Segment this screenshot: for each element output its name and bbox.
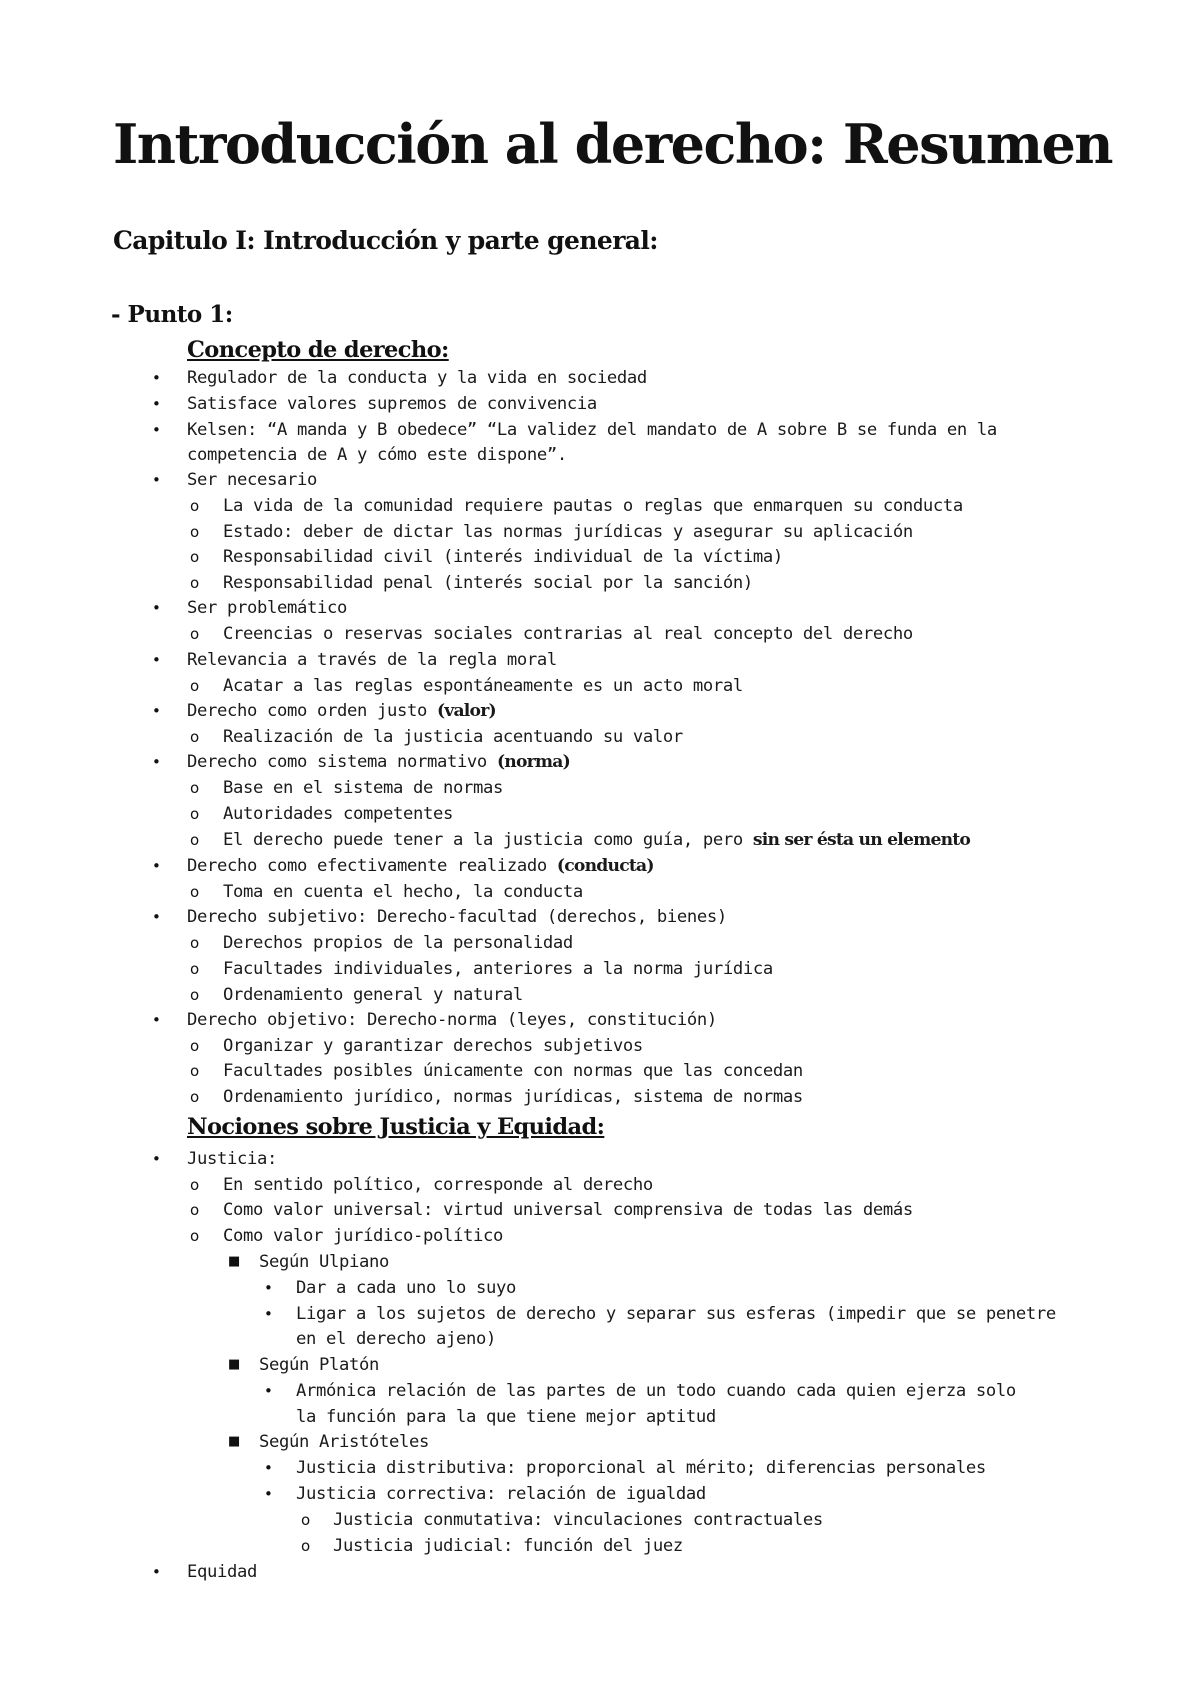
list-item: Ordenamiento general y natural — [223, 985, 523, 1005]
bullet-icon: • — [264, 1279, 273, 1297]
bullet-icon: o — [190, 728, 200, 746]
bold-term: (norma) — [496, 752, 570, 772]
list-item: Justicia correctiva: relación de igualdad — [296, 1484, 706, 1504]
bold-term: (valor) — [436, 701, 496, 721]
chapter-heading: Capitulo I: Introducción y parte general: — [113, 226, 658, 255]
bullet-icon: • — [264, 1485, 273, 1503]
bullet-icon: o — [190, 497, 200, 515]
list-item: Organizar y garantizar derechos subjetivos — [223, 1036, 643, 1056]
bullet-icon: • — [152, 395, 161, 413]
list-item — [187, 855, 654, 877]
bullet-icon: • — [152, 471, 161, 489]
section-heading-nociones: Nociones sobre Justicia y Equidad: — [187, 1114, 605, 1140]
list-item: Relevancia a través de la regla moral — [187, 650, 557, 670]
list-item: Dar a cada uno lo suyo — [296, 1278, 516, 1298]
list-item: Responsabilidad civil (interés individual de la víctima) — [223, 547, 783, 567]
list-item: Creencias o reservas sociales contrarias al real concepto del derecho — [223, 624, 913, 644]
list-item: Estado: deber de dictar las normas jurídicas y asegurar su aplicación — [223, 522, 913, 542]
bullet-icon: • — [152, 651, 161, 669]
list-item: Facultades posibles únicamente con normas que las concedan — [223, 1061, 803, 1081]
list-item — [223, 829, 970, 851]
list-item: Derecho objetivo: Derecho-norma (leyes, constitución) — [187, 1010, 717, 1030]
bullet-icon: o — [190, 883, 200, 901]
list-item — [187, 700, 496, 722]
list-item: Regulador de la conducta y la vida en sociedad — [187, 368, 647, 388]
list-item: Ser necesario — [187, 470, 317, 490]
list-item: Según Ulpiano — [259, 1252, 389, 1272]
list-item: Ser problemático — [187, 598, 347, 618]
bullet-icon: o — [190, 548, 200, 566]
list-item: Justicia judicial: función del juez — [333, 1536, 683, 1556]
list-item: Según Aristóteles — [259, 1432, 429, 1452]
bullet-icon: • — [152, 1150, 161, 1168]
bullet-icon: o — [190, 1201, 200, 1219]
list-item: Kelsen: “A manda y B obedece” “La validez del mandato de A sobre B se funda en la — [187, 420, 997, 440]
list-item: Como valor universal: virtud universal comprensiva de todas las demás — [223, 1200, 913, 1220]
bullet-icon: o — [190, 677, 200, 695]
list-item-continuation: competencia de A y cómo este dispone”. — [187, 445, 567, 465]
bullet-icon: o — [190, 1088, 200, 1106]
list-item: Justicia distributiva: proporcional al mérito; diferencias personales — [296, 1458, 986, 1478]
bullet-icon: o — [190, 574, 200, 592]
bullet-icon: o — [190, 1176, 200, 1194]
bullet-icon: o — [190, 960, 200, 978]
bullet-icon: ■ — [228, 1357, 241, 1372]
bullet-icon: • — [152, 421, 161, 439]
list-item: Derecho subjetivo: Derecho-facultad (derechos, bienes) — [187, 907, 727, 927]
bold-term: (conducta) — [556, 856, 654, 876]
list-item: Ligar a los sujetos de derecho y separar sus esferas (impedir que se penetre — [296, 1304, 1056, 1324]
bold-term: sin ser ésta un elemento — [752, 830, 971, 850]
section-heading-concepto: Concepto de derecho: — [187, 337, 449, 363]
bullet-icon: • — [152, 753, 161, 771]
list-item: Autoridades competentes — [223, 804, 453, 824]
list-item: Facultades individuales, anteriores a la norma jurídica — [223, 959, 773, 979]
bullet-icon: o — [190, 625, 200, 643]
list-item: Derechos propios de la personalidad — [223, 933, 573, 953]
bullet-icon: • — [152, 702, 161, 720]
list-item: Según Platón — [259, 1355, 379, 1375]
list-item-continuation: en el derecho ajeno) — [296, 1329, 496, 1349]
bullet-icon: • — [264, 1305, 273, 1323]
bullet-icon: o — [190, 779, 200, 797]
list-item: Satisface valores supremos de convivencia — [187, 394, 597, 414]
list-item: Acatar a las reglas espontáneamente es un acto moral — [223, 676, 743, 696]
document-title: Introducción al derecho: Resumen — [113, 112, 1113, 176]
bullet-icon: • — [264, 1382, 273, 1400]
list-item: Base en el sistema de normas — [223, 778, 503, 798]
list-item: Realización de la justicia acentuando su valor — [223, 727, 683, 747]
list-item: Equidad — [187, 1562, 257, 1582]
punto-heading: - Punto 1: — [111, 301, 233, 328]
list-item-text: Derecho como orden justo — [187, 701, 437, 721]
bullet-icon: o — [190, 934, 200, 952]
list-item — [187, 751, 570, 773]
list-item: La vida de la comunidad requiere pautas o reglas que enmarquen su conducta — [223, 496, 963, 516]
list-item: En sentido político, corresponde al derecho — [223, 1175, 653, 1195]
bullet-icon: o — [190, 986, 200, 1004]
bullet-icon: o — [190, 1227, 200, 1245]
bullet-icon: o — [190, 831, 200, 849]
list-item: Ordenamiento jurídico, normas jurídicas, sistema de normas — [223, 1087, 803, 1107]
bullet-icon: • — [152, 599, 161, 617]
list-item-continuation: la función para la que tiene mejor aptitud — [296, 1407, 716, 1427]
bullet-icon: • — [152, 908, 161, 926]
bullet-icon: o — [190, 805, 200, 823]
list-item: Justicia: — [187, 1149, 277, 1169]
bullet-icon: • — [152, 1011, 161, 1029]
list-item: Toma en cuenta el hecho, la conducta — [223, 882, 583, 902]
list-item: Responsabilidad penal (interés social por la sanción) — [223, 573, 753, 593]
list-item: Armónica relación de las partes de un todo cuando cada quien ejerza solo — [296, 1381, 1016, 1401]
bullet-icon: o — [190, 523, 200, 541]
bullet-icon: • — [264, 1459, 273, 1477]
list-item-text: El derecho puede tener a la justicia como guía, pero — [223, 830, 753, 850]
list-item: Justicia conmutativa: vinculaciones contractuales — [333, 1510, 823, 1530]
bullet-icon: • — [152, 1563, 161, 1581]
bullet-icon: • — [152, 369, 161, 387]
bullet-icon: • — [152, 857, 161, 875]
bullet-icon: o — [190, 1037, 200, 1055]
list-item: Como valor jurídico-político — [223, 1226, 503, 1246]
list-item-text: Derecho como sistema normativo — [187, 752, 497, 772]
bullet-icon: ■ — [228, 1254, 241, 1269]
bullet-icon: ■ — [228, 1434, 241, 1449]
bullet-icon: o — [301, 1537, 311, 1555]
bullet-icon: o — [301, 1511, 311, 1529]
bullet-icon: o — [190, 1062, 200, 1080]
list-item-text: Derecho como efectivamente realizado — [187, 856, 557, 876]
